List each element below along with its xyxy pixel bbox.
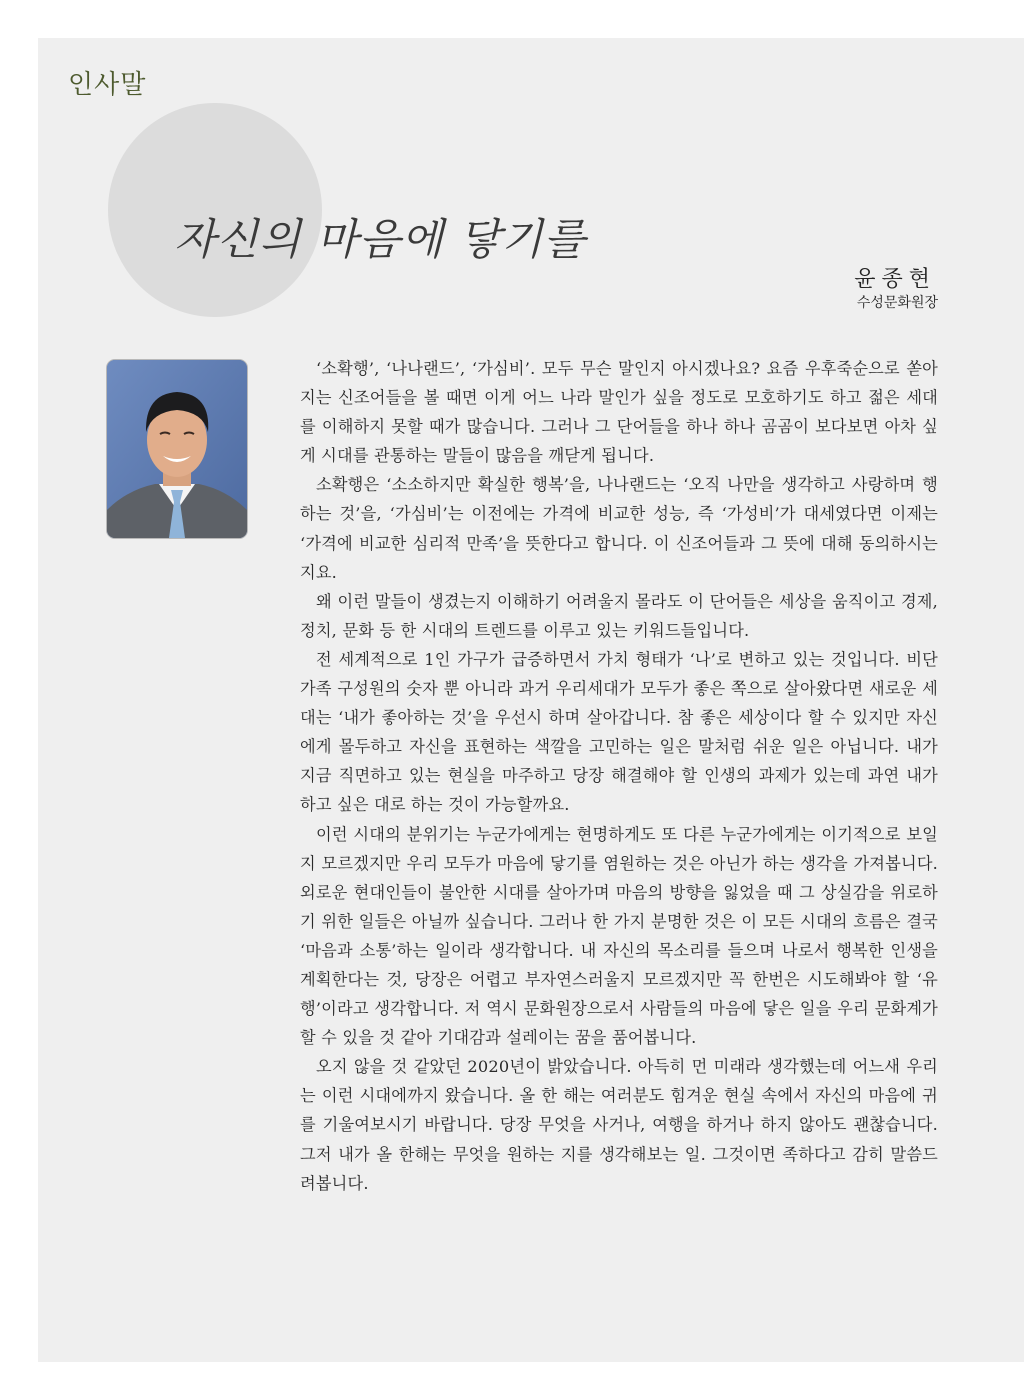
paragraph: ‘소확행’, ‘나나랜드’, ‘가심비’. 모두 무슨 말인지 아시겠나요? 요즘 우후죽순으로 쏟아지는 신조어들을 볼 때면 이게 어느 나라 말인가 싶을 정도로 모호하기도 하고 젊은 세대를 이해하지 못할 때가 많습니다. 그러나 그 단어들을 하나 하나 곰곰이 보다보면 아차 싶게 시대를 관통하는 말들이 많음을 깨닫게 됩니다.	[300, 359, 938, 466]
author-name: 윤종현	[854, 267, 936, 292]
paragraph: 이런 시대의 분위기는 누군가에게는 현명하게도 또 다른 누군가에게는 이기적으로 보일지 모르겠지만 우리 모두가 마음에 닿기를 염원하는 것은 아닌가 하는 생각을 가져봅니다. 외로운 현대인들이 불안한 시대를 살아가며 마음의 방향을 잃었을 때 그 상실감을 위로하기 위한 일들은 아닐까 싶습니다. 그러나 한 가지 분명한 것은 이 모든 시대의 흐름은 결국 ‘마음과 소통’하는 일이라 생각합니다. 내 자신의 목소리를 들으며 나로서 행복한 인생을 계획한다는 것, 당장은 어렵고 부자연스러울지 모르겠지만 꼭 한번은 시도해봐야 할 ‘유행’이라고 생각합니다. 저 역시 문화원장으로서 사람들의 마음에 닿은 일을 우리 문화계가 할 수 있을 것 같아 기대감과 설레이는 꿈을 품어봅니다.	[300, 824, 938, 1048]
paragraph: 전 세계적으로 1인 가구가 급증하면서 가치 형태가 ‘나’로 변하고 있는 것입니다. 비단 가족 구성원의 숫자 뿐 아니라 과거 우리세대가 모두가 좋은 쪽으로 살아왔다면 새로운 세대는 ‘내가 좋아하는 것’을 우선시 하며 살아갑니다. 참 좋은 세상이다 할 수 있지만 자신에게 몰두하고 자신을 표현하는 색깔을 고민하는 일은 말처럼 쉬운 일은 아닙니다. 내가 지금 직면하고 있는 현실을 마주하고 당장 해결해야 할 인생의 과제가 있는데 과연 내가 하고 싶은 대로 하는 것이 가능할까요.	[300, 649, 938, 815]
page	[38, 38, 1024, 1362]
author-portrait	[107, 360, 247, 538]
article-title: 자신의 마음에 닿기를	[174, 215, 587, 265]
paragraph: 소확행은 ‘소소하지만 확실한 행복’을, 나나랜드는 ‘오직 나만을 생각하고 사랑하며 행하는 것’을, ‘가심비’는 이전에는 가격에 비교한 성능, 즉 ‘가성비’가 대세였다면 이제는 ‘가격에 비교한 심리적 만족’을 뜻한다고 합니다. 이 신조어들과 그 뜻에 대해 동의하시는지요.	[300, 475, 938, 582]
paragraph: 왜 이런 말들이 생겼는지 이해하기 어려울지 몰라도 이 단어들은 세상을 움직이고 경제, 정치, 문화 등 한 시대의 트렌드를 이루고 있는 키워드들입니다.	[300, 591, 938, 640]
author-role: 수성문화원장	[856, 295, 938, 311]
paragraph: 오지 않을 것 같았던 2020년이 밝았습니다. 아득히 먼 미래라 생각했는데 어느새 우리는 이런 시대에까지 왔습니다. 올 한 해는 여러분도 힘겨운 현실 속에서 자신의 마음에 귀를 기울여보시기 바랍니다. 당장 무엇을 사거나, 여행을 하거나 하지 않아도 괜찮습니다. 그저 내가 올 한해는 무엇을 원하는 지를 생각해보는 일. 그것이면 족하다고 감히 말씀드려봅니다.	[300, 1057, 938, 1193]
section-label: 인사말	[68, 70, 147, 100]
article-body	[300, 354, 938, 1198]
